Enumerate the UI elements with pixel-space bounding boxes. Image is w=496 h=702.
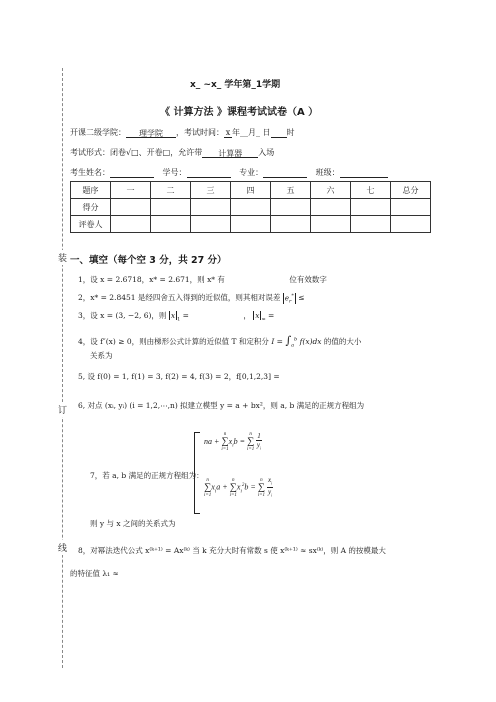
info-label-date: 年__月_ 日 [232, 128, 271, 137]
year-line: x_ ~x_ 学年第_1学期 [190, 80, 281, 90]
allowed-field: 计算器 [202, 148, 258, 158]
q8-line2: 的特征值 λ₁ ≈ [70, 569, 119, 578]
info-line-2 [70, 147, 274, 158]
grader-cell [151, 216, 191, 233]
header-cell: 三 [191, 182, 231, 199]
question-5: 5, 设 f(0) = 1, f(1) = 3, f(2) = 4, f(3) = 2，f[0,1,2,3] = [78, 372, 280, 381]
margin-char-ding: 订 [58, 402, 67, 417]
grader-cell [231, 216, 271, 233]
name-label: 考生姓名： [70, 168, 110, 177]
question-2 [78, 292, 305, 304]
id-label: 学号： [162, 168, 187, 177]
sum-symbol: n ∑ i=1 [257, 477, 266, 498]
q4-line2: 关系为 [90, 351, 113, 360]
sum-symbol: n ∑ i=1 [229, 477, 237, 498]
header-cell: 二 [151, 182, 191, 199]
score-cell [231, 199, 271, 216]
score-header-row [71, 182, 431, 199]
q3-sep: ， [243, 311, 251, 320]
q2-text: 2，x* = 2.8451 是经四舍五入得到的近似值，则其相对误差 [78, 293, 281, 302]
fraction: $\frac{1}{y_i}$ [256, 432, 262, 451]
question-7: 7，若 a, b 满足的正规方程组为： [90, 471, 204, 480]
grader-cell [351, 216, 391, 233]
score-cell [271, 199, 311, 216]
row-label: 得分 [71, 199, 111, 216]
name-field [110, 168, 154, 178]
score-cell [391, 199, 431, 216]
header-cell: 题序 [71, 182, 111, 199]
info-label-time: ，考试时间： [176, 128, 224, 137]
q1-tail: 位有效数字 [289, 275, 327, 284]
q4-integral: $I = \int_a^b$ f(x)dx [271, 334, 322, 349]
score-cell [311, 199, 351, 216]
q3-eq1: = [182, 311, 189, 320]
header-cell: 四 [231, 182, 271, 199]
id-field [187, 168, 231, 178]
question-4 [78, 334, 361, 349]
margin-char-zhuang: 装 [58, 250, 67, 265]
score-row [71, 199, 431, 216]
info-line-3 [70, 167, 388, 178]
sum-symbol: n ∑ i=1 [247, 432, 255, 453]
header-cell: 六 [311, 182, 351, 199]
class-field [340, 168, 388, 178]
q3-norm-1: x [170, 311, 176, 320]
entry-label: 入场 [258, 148, 275, 157]
q4-tail: 的值的大小 [323, 337, 362, 346]
header-cell: 五 [271, 182, 311, 199]
grader-cell [191, 216, 231, 233]
score-cell [151, 199, 191, 216]
score-cell [191, 199, 231, 216]
question-8: 8，对幂法迭代公式 x⁽ᵏ⁺¹⁾ = Ax⁽ᵏ⁾ 当 k 充分大时有常数 s 使 x⁽ᵏ⁺¹⁾ ≈ sx⁽ᵏ⁾，则 A 的按模最大 [78, 546, 386, 555]
major-field [263, 168, 307, 178]
score-cell [111, 199, 151, 216]
header-cell: 七 [351, 182, 391, 199]
sum-symbol: n ∑ i=1 [204, 477, 212, 498]
question-3: 3，设 x = (3, −2, 6)，则 x $_1$ = ， x $_\infty$ = [78, 311, 275, 323]
fraction: $\frac{x_i}{y_i}$ [268, 476, 273, 498]
margin-char-xian: 线 [58, 540, 67, 555]
question-6: 6, 对点 (xᵢ, yᵢ) (i = 1,2,⋯,n) 拟建立模型 y = a + bx²，则 a, b 满足的正规方程组为 [78, 401, 365, 410]
row-label: 评卷人 [71, 216, 111, 233]
college-field: 理学院 [126, 128, 176, 138]
hour-field [271, 128, 287, 138]
equation-brace [194, 432, 200, 514]
grader-cell [111, 216, 151, 233]
exam-form-label: 考试形式：闭卷√□、开卷□，允许带 [70, 148, 203, 157]
score-cell [351, 199, 391, 216]
q2-tail: ≤ [298, 293, 305, 302]
major-label: 专业： [239, 168, 264, 177]
course-title: 《 计算方法 》课程考试试卷（A ） [160, 107, 319, 118]
class-label: 班级： [315, 168, 340, 177]
grader-cell [391, 216, 431, 233]
grader-cell [311, 216, 351, 233]
q7-tail: 则 y 与 x 之间的关系式为 [90, 519, 176, 528]
header-cell: 总分 [391, 182, 431, 199]
info-line-1 [70, 127, 295, 138]
year-field: x [225, 128, 231, 137]
score-table [70, 181, 431, 233]
equation-row-2: n ∑ i=1 $x_ia$ + n ∑ i=1 $x_i^2b$ = n ∑ i=1 $\frac{x_i}{y_i}$ [204, 476, 273, 498]
info-label-college: 开课二级学院： [70, 128, 126, 137]
grader-cell [271, 216, 311, 233]
header-cell: 一 [111, 182, 151, 199]
info-label-hour: 时 [286, 128, 295, 137]
q3-text: 3，设 x = (3, −2, 6)，则 [78, 311, 167, 320]
q3-norm-inf: x [255, 311, 260, 320]
q2-error-symbol: $e_r^*$ [284, 292, 294, 305]
sum-symbol: n ∑ i=1 [221, 432, 229, 453]
q4-text: 4，设 f″(x) ≥ 0，则由梯形公式计算的近似值 T 和定积分 [78, 337, 269, 346]
section1-title: 一、填空（每个空 3 分，共 27 分） [70, 255, 227, 266]
binding-line [62, 68, 63, 668]
question-1 [78, 274, 327, 285]
q3-eq2: = [268, 311, 275, 320]
grader-row [71, 216, 431, 233]
q1-text: 1，设 x = 2.6718，x* = 2.671，则 x* 有 [78, 275, 225, 284]
equation-row-1: na + n ∑ i=1 $x_ib$ = n ∑ i=1 $\frac{1}{y_i}$ [204, 432, 262, 453]
